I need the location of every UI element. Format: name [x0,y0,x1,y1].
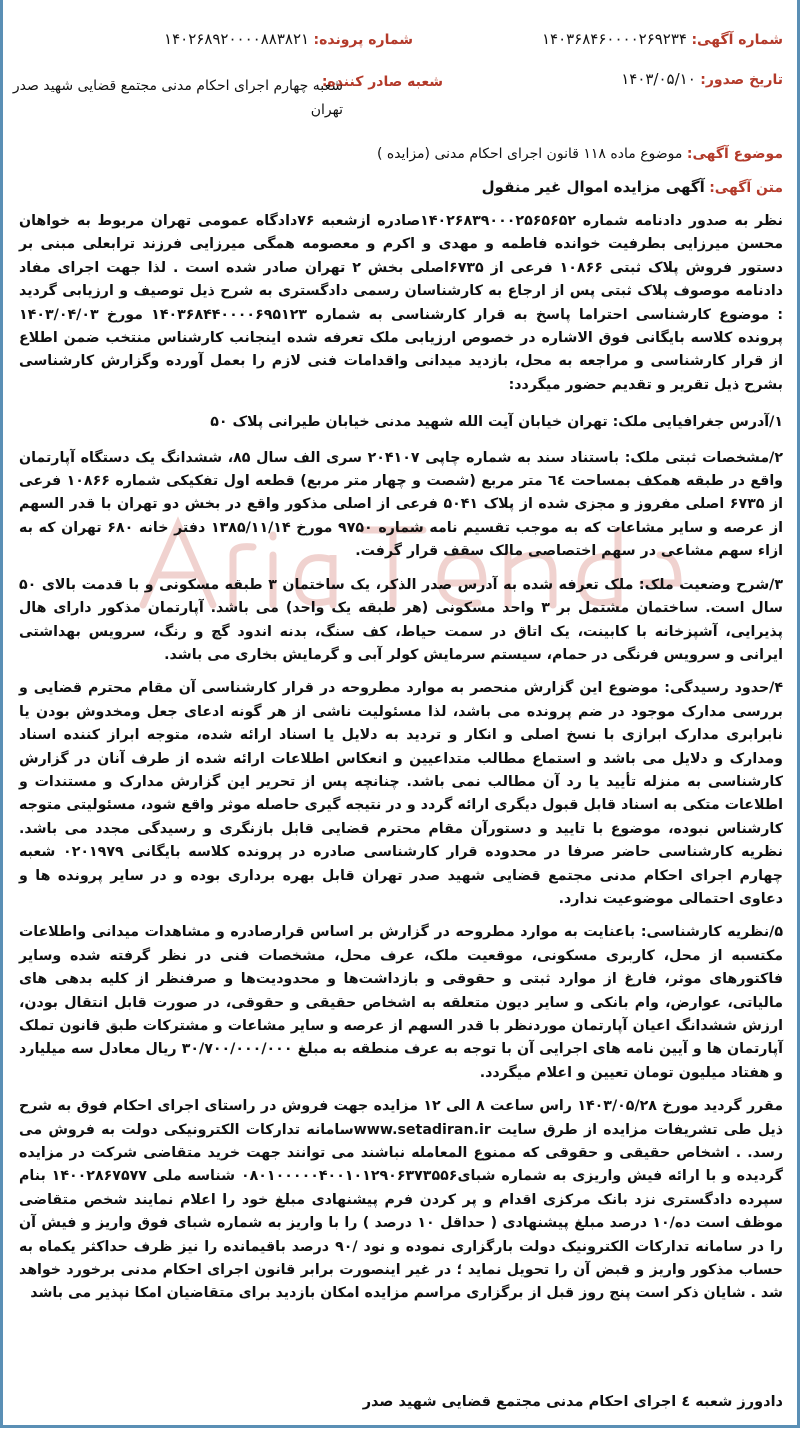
paragraph-condition: ۳/شرح وضعیت ملک: ملک تعرفه شده به آدرس صدر الذکر، یک ساختمان ۳ طبقه مسکونی و با قدمت بالای ۵۰ سال است. ساختمان مشتمل بر ۳ واحد مسکونی (هر طبقه یک واحد) می باشد. آپارتمان مذکور دارای هال پذیرایی، آشپزخانه با کابینت، یک اتاق در سمت حیاط، کف سنگ، بدنه اندود گچ و رنگ، سرویس بهداشتی ایرانی و سرویس فرنگی در حمام، سیستم سرمایش کولر آبی و گرمایش بخاری می باشد. [19,576,784,663]
paragraph-valuation: ۵/نظریه کارشناسی: باعنایت به موارد مطروحه در گزارش بر اساس قرارصادره و مشاهدات میدانی واطلاعات مکتسبه از محل، کاربری مسکونی، موقعیت ملک، عرف محل، مشخصات فنی در نظر گرفته شده وسایر فاکتورهای موثر، فارغ از موارد ثبتی و حقوقی و بازداشت‌ها و محدودیت‌ها و صرفنظر از کلیه بدهی های مالیاتی، عوارض، وام بانکی و سایر دیون متعلقه به اشخاص حقیقی و حقوقی، در صورت قابل انتقال بودن، ارزش ششدانگ اعیان آپارتمان موردنظر با قدر السهم از عرصه و سایر مشاعات و مشترکات طبق قانون تملک آپارتمان ها و آیین نامه های اجرایی آن با توجه به عرف منطقه به مبلغ ۳۰/۷۰۰/۰۰۰/۰۰۰ ریال معادل سه میلیارد و هفتاد میلیون تومان تعیین و اعلام میگردد. [19,924,783,1081]
case-number: شماره پرونده: ۱۴۰۲۶۸۹۲۰۰۰۰۸۸۳۸۲۱ [164,30,413,48]
issuer-label: شعبه صادر کننده: [321,74,443,90]
paragraph-registration: ۲/مشخصات ثبتی ملک: باستناد سند به شماره چاپی ۲۰۴۱۰۷ سری الف سال ۸۵، ششدانگ یک دستگاه آپارتمان واقع در طبقه همکف بمساحت ٦٤ متر مربع (شصت و چهار متر مربع) قطعه اول تفکیکی شماره ۱۰۸۶۶ فرعی از ۶۷۳۵ اصلی مفروز و مجزی شده از پلاک ۵۰۴۱ فرعی از اصلی مذکور واقع در بخش دو تهران با قدر السهم از عرصه و سایر مشاعات که به موجب تقسیم نامه شماره ۹۷۵۰ مورخ ۱۳۸۵/۱۱/۱۴ دفتر خانه ۶۸۰ تهران که به ازاء سهم مشاعی در سهم اختصاصی مالک سقف قرار گرفت. [19,449,784,560]
paragraph-intro: نظر به صدور دادنامه شماره ۱۴۰۲۶۸۳۹۰۰۰۲۵۶۵۶۵۲صادره ازشعبه ۷۶دادگاه عمومی تهران مربوط به خواهان محسن میرزایی بطرفیت خوانده فاطمه و مهدی و اکرم و معصومه همگی میرزایی فرزند ترابعلی مبنی بر دستور فروش پلاک ثبتی ۱۰۸۶۶ فرعی از ۶۷۳۵اصلی بخش ۲ تهران صادر شده است . لذا جهت اجرای مفاد دادنامه موصوف پلاک ثبتی پس از ارجاع به کارشناسان رسمی دادگستری به شرح ذیل توصیف و ارزیابی گردید : موضوع کارشناسی احتراما پاسخ به قرار کارشناسی به شماره ۱۴۰۳۶۸۴۴۰۰۰۰۶۹۵۱۲۳ مورخ ۱۴۰۳/۰۴/۰۳ پرونده کلاسه بایگانی فوق الاشاره در خصوص ارزیابی ملک تعرفه شده اینجانب کارشناس منتخب ضمن اطلاع از قرار کارشناسی و مراجعه به محل، بازدید میدانی واقدامات فنی لازم را بعمل آورده وگزارش کارشناسی بشرح ذیل تقریر و تقدیم حضور میگردد: [19,213,783,393]
ad-subject: موضوع آگهی: موضوع ماده ۱۱۸ قانون اجرای احکام مدنی (مزایده ) [376,146,783,162]
paragraph-scope: ۴/حدود رسیدگی: موضوع این گزارش منحصر به موارد مطروحه در قرار کارشناسی آن مقام محترم قضایی و بررسی مدارک موجود در ضم پرونده می باشد، لذا مسئولیت ناشی از هر گونه ادعای جعل ومخدوش بودن یا نابرابری مدارک ابرازی با نسخ اصلی و انکار و تردید به دلایل یا اسناد ارائه شده، متوجه ابراز کننده اسناد ومدارک و دلایل می باشد و استماع مطالب متداعیین و انعکاس اطلاعات ارائه شده از طرف آنان در گزارش کارشناسی به منزله تأیید یا رد آن مطالب نمی باشد. چنانچه پس از تحریر این گزارش مدارک و مستندات و اطلاعات متکی به اسناد قابل قبول دیگری ارائه گردد و در نتیجه گیری حاصله موثر واقع شود، مسئولیتی متوجه کارشناس نبوده، موضوع با تایید و دستورآن مقام محترم قضایی قابل بازنگری و رسیدگی مجدد می باشد. نظریه کارشناسی حاضر صرفا در محدوده قرار کارشناسی صادره در پرونده کلاسه بایگانی ۰۲۰۱۹۷۹ شعبه چهارم اجرای احکام مدنی مجتمع قضایی شهید صدر تهران قابل بهره برداری بوده و در سایر پرونده ها و دعاوی احتمالی موضوعیت ندارد. [19,680,783,907]
signature: دادورز شعبه ٤ اجرای احکام مدنی مجتمع قضایی شهید صدر [362,1394,783,1410]
issue-date: تاریخ صدور: ۱۴۰۳/۰۵/۱۰ [621,70,783,88]
ad-number: شماره آگهی: ۱۴۰۳۶۸۴۶۰۰۰۰۲۶۹۲۳۴ [541,30,783,48]
ad-text-title: متن آگهی: آگهی مزایده اموال غیر منقول [481,178,783,196]
ad-body [19,210,783,1316]
paragraph-auction-terms: مقرر گردید مورخ ۱۴۰۳/۰۵/۲۸ راس ساعت ۸ الی ۱۲ مزایده جهت فروش در راستای اجرای احکام فوق به شرح ذیل طی تشریفات مزایده از طرق سایت www.setadiran.irسامانه تدارکات الکترونیکی دولت به فروش می رسد. . اشخاص حقیقی و حقوقی که ممنوع المعامله نباشند می توانند جهت خرید متقاضی شرکت در مزایده گردیده و با ارائه فیش واریزی به شماره شبای۰۸۰۱۰۰۰۰۰۴۰۰۱۰۱۲۹۰۶۳۷۳۵۵۶ شناسه ملی ۱۴۰۰۲۸۶۷۵۷۷ بنام سپرده دادگستری نزد بانک مرکزی اقدام و پر کردن فرم پیشنهادی مبلغ خود را اعلام نمایند شخص متقاضی موظف است ده/۱۰ درصد مبلغ پیشنهادی ( حداقل ۱۰ درصد ) را با واریز به شماره شبای فوق واریز و فیش آن را در سامانه تدارکات الکترونیک دولت بارگزاری نموده و نود /۹۰ درصد باقیمانده را نیز ظرف حداکثر یکماه به حساب مذکور واریز و قبض آن را تحویل نماید ؛ در غیر اینصورت برابر قانون اجرای احکام مدنی برخورد خواهد شد . شایان ذکر است پنج روز قبل از برگزاری مراسم مزایده امکان بازدید برای متقاضیان امکا نپذیر می باشد [19,1098,784,1302]
ad-header [12,30,783,140]
paragraph-address: ۱/آدرس جغرافیایی ملک: تهران خیابان آیت الله شهید مدنی خیابان طیرانی پلاک ۵۰ [210,414,783,431]
issuer-value: شعبه چهارم اجرای احکام مدنی مجتمع قضایی شهید صدر تهران [12,78,343,118]
